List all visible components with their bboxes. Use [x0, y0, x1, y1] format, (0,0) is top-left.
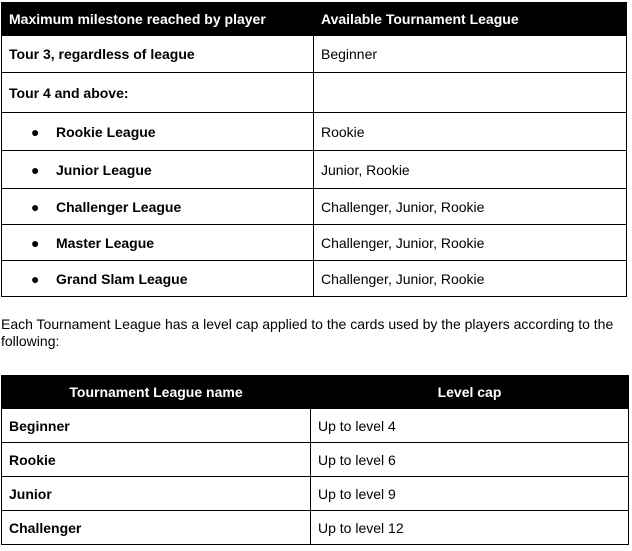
bullet-icon: ● [31, 270, 40, 287]
table-row [2, 477, 629, 511]
milestone-cell [2, 261, 314, 297]
milestone-label: Rookie League [56, 123, 156, 140]
bullet-icon: ● [31, 123, 40, 140]
level-cap-paragraph: Each Tournament League has a level cap applied to the cards used by the players according to the following: [1, 316, 614, 349]
level-cap-cell: Up to level 12 [311, 511, 629, 545]
league-cell [314, 73, 627, 113]
level-cap-cell: Up to level 6 [311, 443, 629, 477]
league-name-cell: Rookie [2, 443, 311, 477]
column-header: Available Tournament League [314, 3, 627, 36]
milestone-label: Challenger League [56, 198, 182, 215]
bullet-icon: ● [31, 234, 40, 251]
milestone-cell [2, 189, 314, 225]
table-header-row [2, 376, 629, 409]
level-cap-table [1, 375, 629, 545]
table-row [2, 511, 629, 545]
bullet-icon: ● [31, 161, 40, 178]
league-name-cell: Junior [2, 477, 311, 511]
milestone-cell [2, 225, 314, 261]
level-cap-cell: Up to level 9 [311, 477, 629, 511]
table-row [2, 151, 627, 189]
league-cell: Junior, Rookie [314, 151, 627, 189]
column-header: Maximum milestone reached by player [2, 3, 314, 36]
bullet-icon: ● [31, 198, 40, 215]
milestone-label: Grand Slam League [56, 270, 188, 287]
league-cell: Challenger, Junior, Rookie [314, 189, 627, 225]
league-name-cell: Challenger [2, 511, 311, 545]
level-cap-cell: Up to level 4 [311, 409, 629, 443]
table-row [2, 36, 627, 73]
milestone-cell: Tour 3, regardless of league [2, 36, 314, 73]
milestone-cell [2, 151, 314, 189]
league-cell: Challenger, Junior, Rookie [314, 261, 627, 297]
milestone-label: Junior League [56, 161, 152, 178]
league-name-cell: Beginner [2, 409, 311, 443]
milestone-cell [2, 113, 314, 151]
league-cell: Beginner [314, 36, 627, 73]
column-header: Tournament League name [2, 376, 311, 409]
table-row [2, 225, 627, 261]
league-cell: Rookie [314, 113, 627, 151]
table-row [2, 443, 629, 477]
table-row [2, 261, 627, 297]
table-row [2, 113, 627, 151]
table-row [2, 73, 627, 113]
milestone-label: Master League [56, 234, 155, 251]
table-row [2, 189, 627, 225]
milestone-league-table [1, 2, 627, 297]
column-header: Level cap [311, 376, 629, 409]
league-cell: Challenger, Junior, Rookie [314, 225, 627, 261]
table-header-row [2, 3, 627, 36]
table-row [2, 409, 629, 443]
milestone-cell: Tour 4 and above: [2, 73, 314, 113]
